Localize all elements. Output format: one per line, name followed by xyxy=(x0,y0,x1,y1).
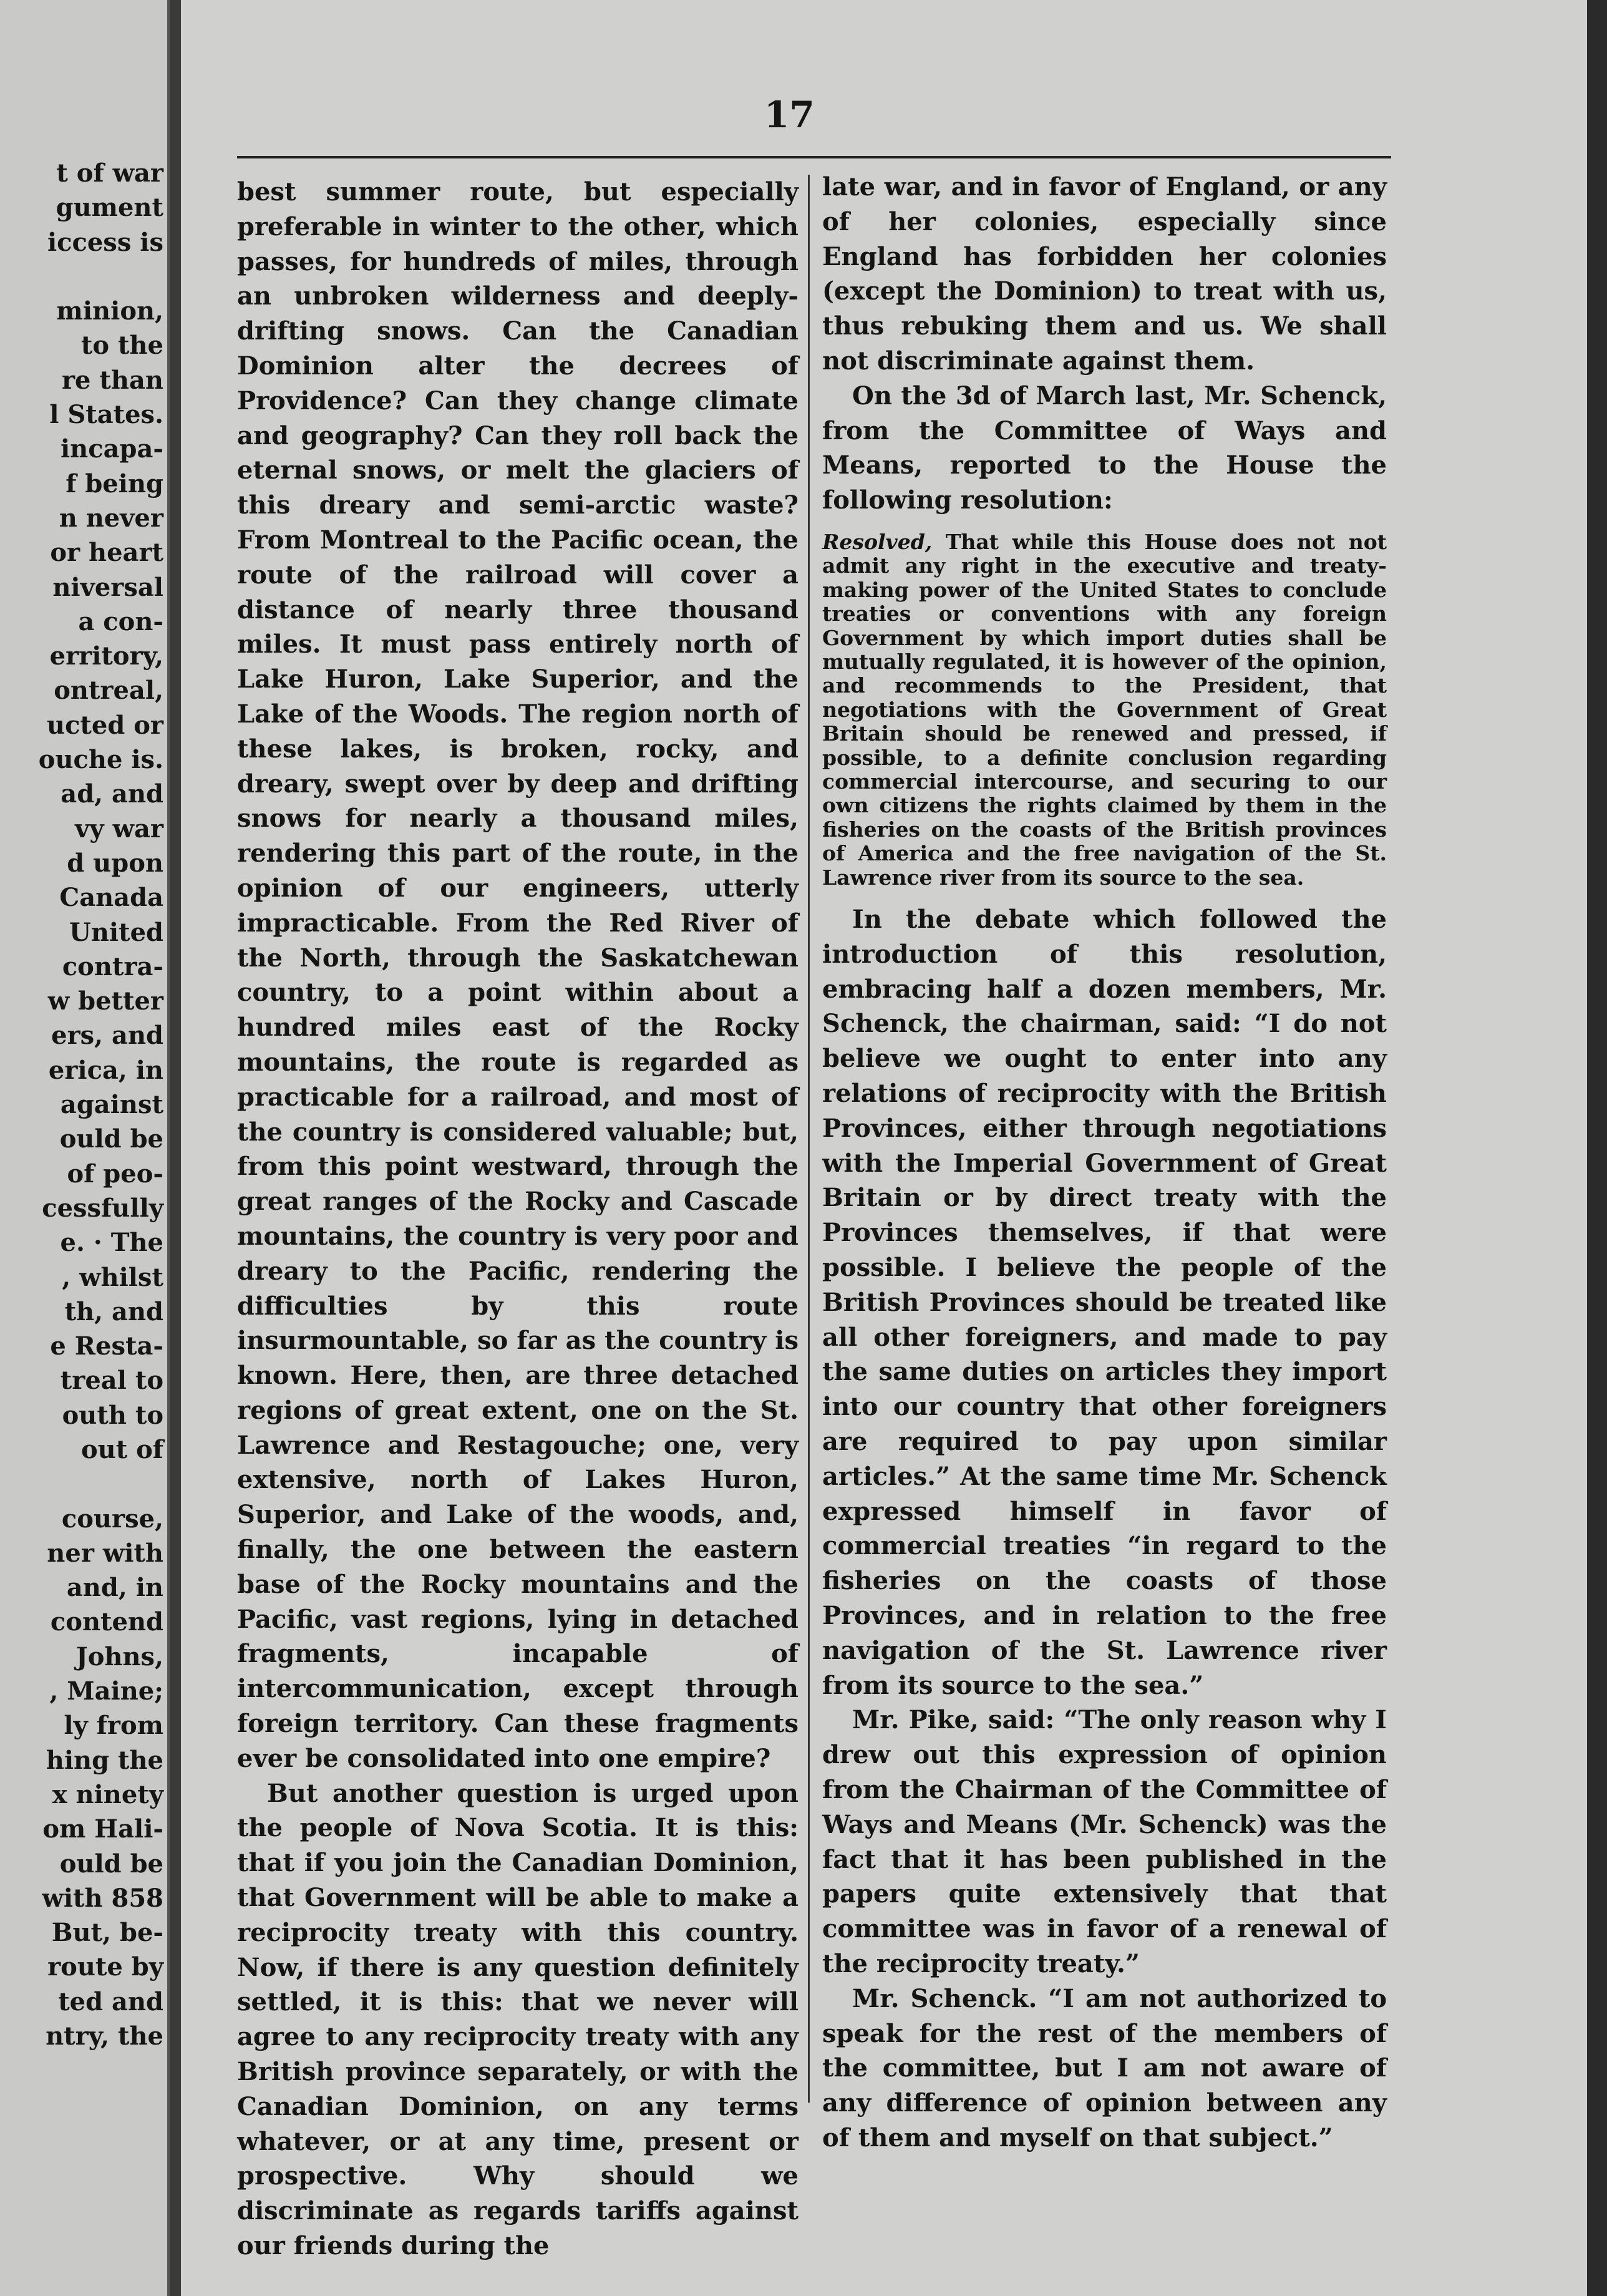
fragment-line xyxy=(0,1467,167,1501)
fragment-line: ontreal, xyxy=(54,676,163,706)
header-rule xyxy=(237,156,1391,158)
fragment-line: out of xyxy=(80,1434,163,1464)
fragment-line: or heart xyxy=(50,538,163,568)
fragment-line: , whilst xyxy=(62,1262,163,1292)
page-edge xyxy=(1587,0,1607,2296)
fragment-line: against xyxy=(60,1090,163,1120)
paragraph: In the debate which followed the introduction of this resolution, embracing half a dozen members, Mr. Schenck, the chairman, said: “I do not believe we ought to enter into any relations of reciprocity with the British Provinces, either through negotiations with the Imperial Government of Great Britain or by direct treaty with the Provinces themselves, if that were possible. I believe the people of the British Provinces should be treated like all other foreigners, and made to pay the same duties on articles they import into our country that other foreigners are required to pay upon similar articles.” At the same time Mr. Schenck expressed himself in favor of commercial treaties “in regard to the fisheries on the coasts of those Provinces, and in relation to the free navigation of the St. Lawrence river from its source to the sea.” xyxy=(822,905,1387,1700)
fragment-line: ted and xyxy=(58,1987,163,2016)
fragment-line: cessfully xyxy=(42,1193,163,1223)
fragment-line: vy war xyxy=(75,814,163,844)
adjacent-page-fragment xyxy=(0,0,170,2296)
paragraph: Mr. Schenck. “I am not authorized to speak for the rest of the members of the committee, but I am not aware of any difference of opinion between any of them and myself on that subject.” xyxy=(822,1983,1387,2152)
fragment-line: Johns, xyxy=(75,1642,163,1671)
fragment-line: ntry, the xyxy=(46,2021,163,2051)
fragment-line: ad, and xyxy=(61,779,163,809)
fragment-line: Canada xyxy=(59,883,163,913)
paragraph: Mr. Pike, said: “The only reason why I drew out this expression of opinion from the Chairman of the Committee of Ways and Means (Mr. Schenck) was the fact that it has been published in the papers quite extensively that that committee was in favor of a renewal of the reciprocity treaty.” xyxy=(822,1705,1387,1978)
column-divider xyxy=(808,175,810,2103)
fragment-line: re than xyxy=(61,365,163,395)
paragraph: late war, and in favor of England, or any of her colonies, especially since England has forbidden her colonies (except the Dominion) to treat with us, thus rebuking them and us. We shall not discriminate against them. xyxy=(822,172,1387,376)
fragment-line: of peo- xyxy=(67,1159,163,1189)
resolution-text: That while this House does not not admit any right in the executive and treaty-making power of the United States to conclude treaties or conventions with any foreign Government by which import duties shall be mutually regulated, it is however of the opinion, and recommends to the President, that negotiations with the Government of Great Britain should be renewed and pressed, if possible, to a definite conclusion regarding commercial intercourse, and securing to our own citizens the rights claimed by them in the fisheries on the coasts of the British provinces of America and the free navigation of the St. Lawrence river from its source to the sea. xyxy=(822,529,1387,890)
fragment-line: t of war xyxy=(56,158,163,188)
fragment-line: contend xyxy=(50,1607,163,1637)
fragment-line: gument xyxy=(56,193,163,223)
fragment-line: e. · The xyxy=(60,1228,163,1258)
fragment-line: contra- xyxy=(62,951,163,981)
fragment-line: course, xyxy=(61,1504,163,1534)
resolution-label: Resolved, xyxy=(822,529,933,554)
fragment-line: But, be- xyxy=(51,1918,163,1948)
fragment-line: outh to xyxy=(62,1400,163,1430)
fragment-line: to the xyxy=(80,331,163,361)
paragraph: On the 3d of March last, Mr. Schenck, from the Committee of Ways and Means, reported to the House the following resolution: xyxy=(822,381,1387,515)
fragment-line: n never xyxy=(59,503,163,533)
adjacent-page-text xyxy=(0,156,167,2053)
fragment-line: ucted or xyxy=(46,710,163,740)
right-column xyxy=(822,170,1387,2156)
fragment-line: , Maine; xyxy=(49,1676,163,1706)
paragraph: best summer route, but especially preferable in winter to the other, which passes, for hundreds of miles, through an unbroken wilderness and deeply-drifting snows. Can the Canadian Dominion alter the decrees of Providence? Can they change climate and geography? Can they roll back the eternal snows, or melt the glaciers of this dreary and semi-arctic waste? From Montreal to the Pacific ocean, the route of the railroad will cover a distance of nearly three thousand miles. It must pass entirely north of Lake Huron, Lake Superior, and the Lake of the Woods. The region north of these lakes, is broken, rocky, and dreary, swept over by deep and drifting snows for nearly a thousand miles, rendering this part of the route, in the opinion of our engineers, utterly impracticable. From the Red River of the North, through the Saskatchewan country, to a point within about a hundred miles east of the Rocky mountains, the route is regarded as practicable for a railroad, and most of the country is considered valuable; but, from this point westward, through the great ranges of the Rocky and Cascade mountains, the country is very poor and dreary to the Pacific, rendering the difficulties by this route insurmountable, so far as the country is known. Here, then, are three detached regions of great extent, one on the St. Lawrence and Restagouche; one, very extensive, north of Lakes Huron, Superior, and Lake of the woods, and, finally, the one between the eastern base of the Rocky mountains and the Pacific, vast regions, lying in detached fragments, incapable of intercommunication, except through foreign territory. Can these fragments ever be consolidated into one empire? xyxy=(237,177,799,1773)
fragment-line: l States. xyxy=(49,400,163,430)
fragment-line: f being xyxy=(66,469,163,499)
fragment-line: d upon xyxy=(67,848,163,878)
paragraph: But another question is urged upon the people of Nova Scotia. It is this: that if you join the Canadian Dominion, that Government will be able to make a reciprocity treaty with this country. Now, if there is any question definitely settled, it is this: that we never will agree to any reciprocity treaty with any British province separately, or with the Canadian Dominion, on any terms whatever, or at any time, present or prospective. Why should we discriminate as regards tariffs against our friends during the xyxy=(237,1778,799,2261)
resolution-quote xyxy=(822,530,1387,890)
page-gutter xyxy=(170,0,181,2296)
fragment-line: with 858 xyxy=(42,1883,163,1913)
fragment-line xyxy=(0,260,167,294)
fragment-line: minion, xyxy=(56,296,163,326)
fragment-line: treal to xyxy=(60,1366,163,1396)
fragment-line: erritory, xyxy=(49,641,163,671)
fragment-line: om Hali- xyxy=(42,1814,163,1844)
fragment-line: United xyxy=(69,917,163,947)
fragment-line: th, and xyxy=(64,1296,163,1326)
fragment-line: ould be xyxy=(59,1124,163,1154)
fragment-line: incapa- xyxy=(60,434,163,464)
page-number: 17 xyxy=(764,94,815,136)
fragment-line: x ninety xyxy=(52,1779,163,1809)
fragment-line: niversal xyxy=(52,572,163,602)
left-column xyxy=(237,175,799,2264)
fragment-line: erica, in xyxy=(48,1055,163,1085)
fragment-line: w better xyxy=(47,986,163,1016)
fragment-line: and, in xyxy=(66,1573,163,1603)
fragment-line: route by xyxy=(47,1952,163,1982)
fragment-line: ouche is. xyxy=(38,745,163,775)
fragment-line: ly from xyxy=(64,1711,163,1741)
fragment-line: ould be xyxy=(59,1849,163,1879)
fragment-line: e Resta- xyxy=(50,1331,163,1361)
fragment-line: iccess is xyxy=(47,227,163,257)
fragment-line: ner with xyxy=(47,1538,163,1568)
fragment-line: hing the xyxy=(46,1745,163,1775)
fragment-line: ers, and xyxy=(51,1021,163,1051)
fragment-line: a con- xyxy=(78,606,163,636)
